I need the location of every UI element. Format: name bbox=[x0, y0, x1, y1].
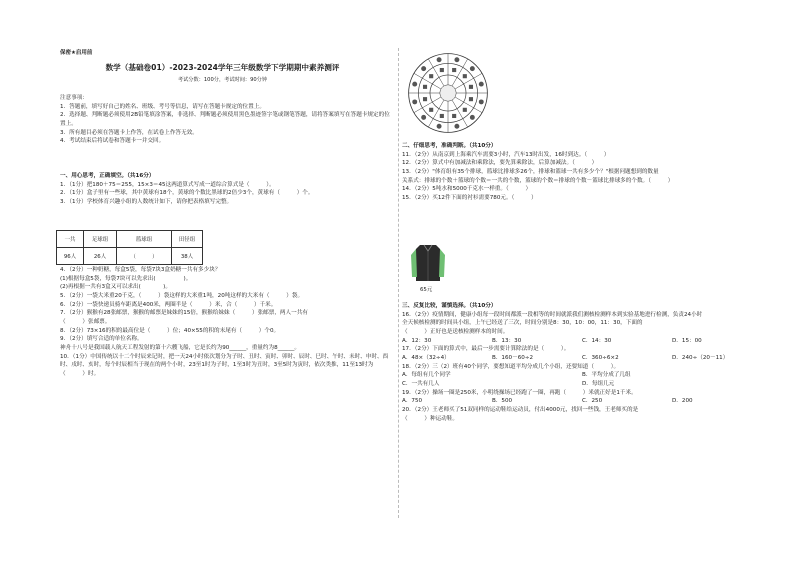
question-4a: (1)根据每盒5袋，每袋7块可以先求出( )。 bbox=[60, 275, 192, 282]
question-11: 11．（2分）从南京到上海乘汽车需要3小时，汽车13时出发，16时到达。（ ） bbox=[402, 151, 610, 158]
options-17 bbox=[402, 354, 752, 363]
table-header: 田径组 bbox=[172, 231, 203, 248]
section1-block-cont bbox=[60, 266, 395, 379]
option: B．13：30 bbox=[492, 337, 522, 344]
option: C．14：30 bbox=[582, 337, 612, 344]
option: D．200 bbox=[672, 398, 693, 405]
question-4: 4．（2分）一种奶糖，每盒5袋，每袋7块3盒奶糖一共有多少块？ bbox=[60, 267, 221, 273]
question-16b: 全天候核检测的时间具小组，上午已经送了三次，时间分别是8：30，10：00，11：30，下面的 bbox=[402, 320, 643, 327]
question-15: 15．（2分）买12件下面的衬衫需要780元。（ ） bbox=[402, 194, 537, 201]
option: A．48×（32÷4） bbox=[402, 354, 450, 361]
table-cell: （ ） bbox=[117, 248, 172, 265]
question-9a: 神舟十八号是我国载人航天工程发射的第十六艘飞船，它是长约为90______，重量约为8______。 bbox=[60, 344, 301, 351]
jacket-image bbox=[410, 241, 446, 283]
option: A．750 bbox=[402, 398, 423, 405]
exam-meta: 考试分数：100分，考试时间：90分钟 bbox=[177, 77, 268, 83]
question-6: 6．（2分）一袋快递员骑车距离是400米，两圈半是（ ）米，合（ ）千米。 bbox=[60, 301, 277, 308]
secret-label: 保密★启用前 bbox=[60, 50, 93, 56]
table-cell: 96人 bbox=[57, 248, 84, 265]
question-12: 12．（2分）算式中有加减法和乘除法，要先算乘除法，后算加减法。（ ） bbox=[402, 160, 598, 167]
option: A．12：30 bbox=[402, 337, 432, 344]
section3-block bbox=[402, 302, 752, 423]
note-item: 3．所有题目必须在答题卡上作答，在试卷上作答无效。 bbox=[60, 129, 198, 136]
question-16: 16．（2分）疫情期间，健康小组每一段时间都派一段相等的时间就派我们测核检测样本到实验基地进行检测，负责24小时 bbox=[402, 311, 703, 318]
question-7b: （ ）张邮票。 bbox=[60, 318, 111, 325]
question-2: 2．（1分）盒子里有一些球，其中黄球有18个，黄球的个数比黑球的2倍少3个，黄球有（ ）个。 bbox=[60, 190, 314, 197]
question-14: 14．（2分）5吨水和5000千克水一样重。（ ） bbox=[402, 186, 532, 193]
option: B．500 bbox=[492, 398, 513, 405]
options-16 bbox=[402, 337, 752, 346]
note-item: 2．选择题、判断题必须使用2B铅笔填涂答案，非选择、判断题必须使用黑色墨迹签字笔或钢笔答题，请将答案填写在答题卡规定的位置上。 bbox=[60, 112, 390, 127]
section1-block bbox=[60, 172, 395, 207]
notes-heading: 注意事项： bbox=[60, 95, 88, 101]
group-table bbox=[56, 230, 203, 265]
question-4b: (2)再根据一共有3盒又可以求出( )。 bbox=[60, 284, 171, 291]
question-7: 7．（2分）猴猴有28张邮票，猴猴的邮票是妹妹的15倍，猴猴给妹妹（ ）张邮票，两人一共有 bbox=[60, 310, 308, 317]
page-divider bbox=[398, 48, 399, 518]
question-9: 9．（2分）填写合适的单位名称。 bbox=[60, 336, 143, 343]
table-header: 足球组 bbox=[84, 231, 117, 248]
question-18: 18．（2分）三（2）班有40个同学，要想知道平均分成几个小组，还要知道（ ）。 bbox=[402, 363, 620, 370]
section1-heading: 一、用心思考，正确填空。（共16分） bbox=[60, 173, 155, 179]
option: C．360÷6×2 bbox=[582, 354, 619, 361]
option: B．160－60÷2 bbox=[492, 354, 534, 361]
table-header: 一共 bbox=[57, 231, 84, 248]
notes-block bbox=[60, 94, 395, 146]
question-13: 13．（2分）"体育组有35个排球，篮球比排球多26个，排球和篮球一共有多少个？"根据问题想到的数量 bbox=[402, 168, 659, 175]
question-17: 17．（2分）下面的算式中，最后一步需要计算除法的是（ ）。 bbox=[402, 346, 570, 353]
note-item: 1．答题前，填写好自己的姓名、班级、考号等信息，请写在答题卡规定的位置上。 bbox=[60, 103, 265, 110]
question-20: 20．（2分）王老师买了51双同样的运动鞋给运动员，付出4000元，找回一些钱，王老师买的是 bbox=[402, 406, 639, 413]
table-cell: 26人 bbox=[84, 248, 117, 265]
question-19: 19．（2分）操场一圈是250米，小明绕操场已经跑了一圈，再跑（ ）米就正好是1千米。 bbox=[402, 389, 637, 396]
option: B．平均分成了几组 bbox=[582, 372, 631, 379]
options-18a bbox=[402, 371, 752, 380]
question-16c: （ ）正好也是送核检测样本的时间。 bbox=[402, 328, 509, 335]
option: A．每组有几个同学 bbox=[402, 372, 451, 379]
question-10: 10．（1分）中国传统以十二个时辰来记时，把一天24小时依次划分为子时、丑时、寅时、卯时、辰时、巳时、午时、未时、申时、酉时、戌时、亥时，每个时辰相当于现在的两个小时，23至1时为子时，1至3时为丑时，3至5时为寅时，依次类推，11至13时为（ ）时。 bbox=[60, 353, 389, 377]
jacket-price: 65元 bbox=[420, 287, 433, 293]
section2-block bbox=[402, 142, 752, 203]
question-20b: （ ）种运动鞋。 bbox=[402, 415, 458, 422]
options-18b bbox=[402, 380, 752, 389]
option: D．每组几元 bbox=[582, 380, 615, 387]
section2-heading: 二、仔细思考，准确判断。（共10分） bbox=[402, 143, 497, 149]
table-header: 篮球组 bbox=[117, 231, 172, 248]
question-13b: 关系式：排球的个数＋篮球的个数＝一共的个数，篮球的个数＝排球的个数－篮球比排球多的个数。（ ） bbox=[402, 177, 674, 184]
question-8: 8．（2分）73×16的积的最高位是（ ）位；40×55的积的末尾有（ ）个0。 bbox=[60, 327, 280, 334]
question-1: 1．（1分）把180＋75＝255，15×3＝45这两道算式写成一道综合算式是（ ）。 bbox=[60, 181, 275, 188]
question-3: 3．（1分）学校体育兴趣小组的人数统计如下，请你把表格填写完整。 bbox=[60, 198, 233, 205]
table-cell: 38人 bbox=[172, 248, 203, 265]
option: D．240÷（20－11） bbox=[672, 354, 729, 361]
section3-heading: 三、反复比较，谨慎选择。（共10分） bbox=[402, 303, 497, 309]
note-item: 4．考试结束后将试卷和答题卡一并交回。 bbox=[60, 138, 165, 145]
option: D．15：00 bbox=[672, 337, 702, 344]
option: C．一共有几人 bbox=[402, 380, 440, 387]
question-5: 5．（2分）一袋大米重20千克，（ ）袋这样的大米重1吨，20吨这样的大米有（ ）袋。 bbox=[60, 292, 304, 299]
zodiac-wheel-image bbox=[407, 52, 489, 134]
options-19 bbox=[402, 397, 752, 406]
option: C．250 bbox=[582, 398, 603, 405]
exam-title: 数学（基础卷01）-2023-2024学年三年级数学下学期期中素养测评 bbox=[105, 63, 340, 72]
